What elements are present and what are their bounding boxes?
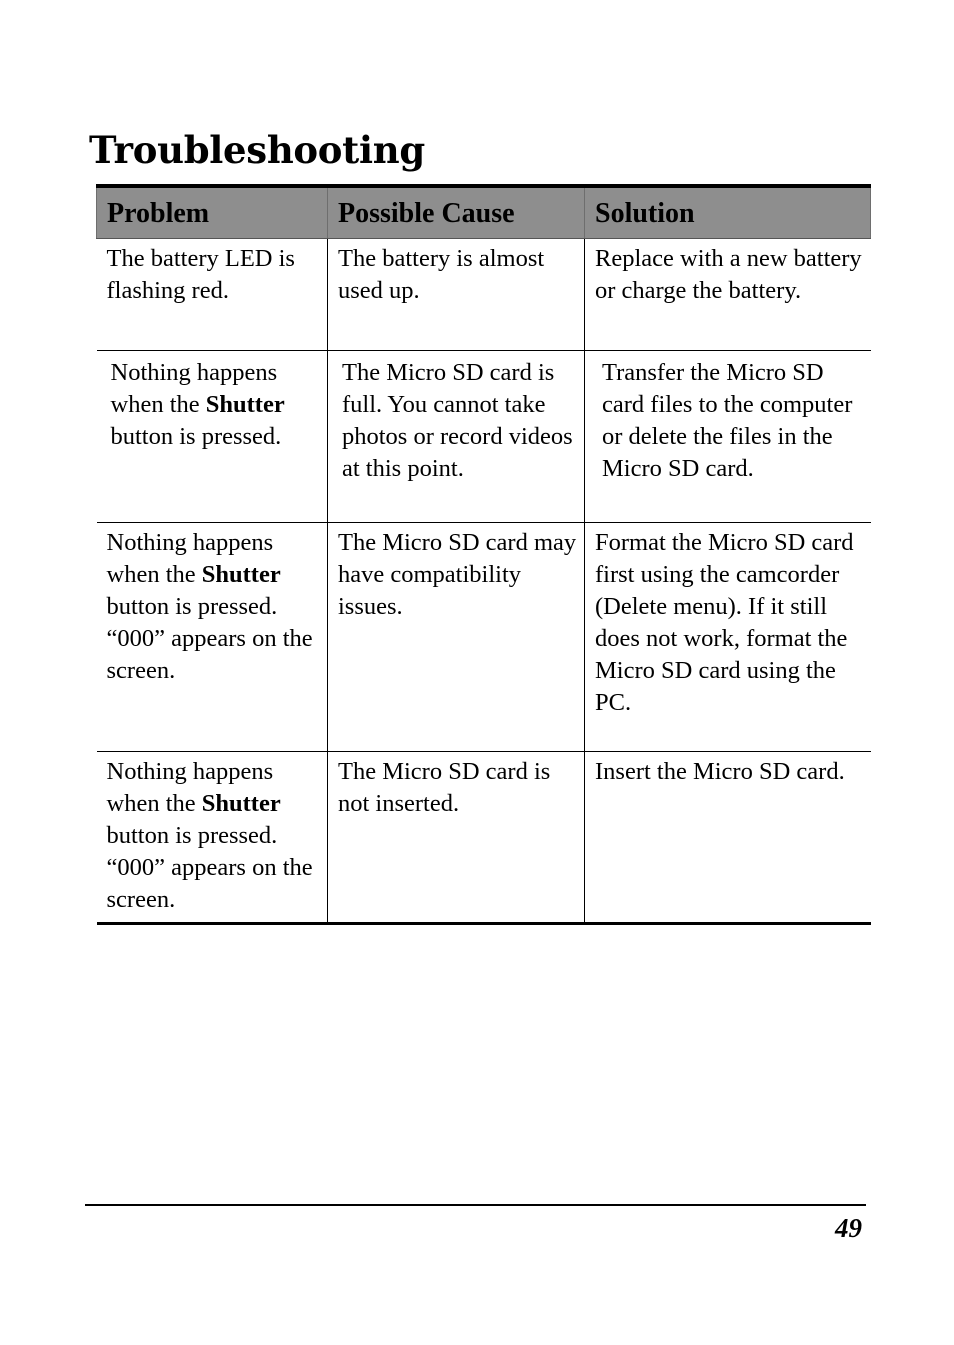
cause-cell bbox=[328, 523, 585, 752]
problem-text-post: button is pressed. bbox=[110, 423, 282, 450]
solution-cell bbox=[585, 523, 871, 752]
troubleshooting-table bbox=[96, 184, 871, 925]
table-row bbox=[97, 523, 871, 752]
problem-cell bbox=[97, 752, 328, 924]
shutter-button-name: Shutter bbox=[201, 790, 281, 817]
footer-divider bbox=[85, 1204, 866, 1206]
problem-text-pre: Nothing happens when the bbox=[106, 529, 274, 588]
page-title: Troubleshooting bbox=[89, 128, 425, 172]
problem-cell bbox=[97, 239, 328, 351]
problem-text-post: button is pressed. “000” appears on the screen. bbox=[106, 822, 313, 913]
solution-text: Insert the Micro SD card. bbox=[595, 758, 845, 785]
table-row bbox=[97, 239, 871, 351]
solution-text: Replace with a new battery or charge the battery. bbox=[595, 245, 862, 304]
table-row bbox=[97, 752, 871, 924]
cause-text: The Micro SD card may have compatibility issues. bbox=[338, 529, 577, 620]
problem-text: The battery LED is flashing red. bbox=[106, 245, 295, 304]
problem-cell bbox=[97, 523, 328, 752]
cause-cell bbox=[328, 239, 585, 351]
solution-cell bbox=[585, 752, 871, 924]
table-header-row bbox=[97, 186, 871, 239]
cause-cell bbox=[328, 351, 585, 523]
header-possible-cause: Possible Cause bbox=[328, 186, 585, 239]
table-row bbox=[97, 351, 871, 523]
cause-text: The Micro SD card is not inserted. bbox=[338, 758, 551, 817]
page-number: 49 bbox=[835, 1213, 862, 1243]
problem-text-post: button is pressed. “000” appears on the screen. bbox=[106, 593, 313, 684]
solution-text: Format the Micro SD card first using the camcorder (Delete menu). If it still does not work, format the Micro SD card using the PC. bbox=[595, 529, 854, 716]
problem-cell bbox=[97, 351, 328, 523]
problem-text-pre: Nothing happens when the bbox=[110, 359, 278, 418]
solution-cell bbox=[585, 239, 871, 351]
cause-cell bbox=[328, 752, 585, 924]
header-problem: Problem bbox=[97, 186, 328, 239]
problem-text-pre: Nothing happens when the bbox=[106, 758, 274, 817]
cause-text: The battery is almost used up. bbox=[338, 245, 545, 304]
shutter-button-name: Shutter bbox=[201, 561, 281, 588]
solution-cell bbox=[585, 351, 871, 523]
shutter-button-name: Shutter bbox=[205, 391, 285, 418]
cause-text: The Micro SD card is full. You cannot take photos or record videos at this point. bbox=[342, 359, 573, 482]
solution-text: Transfer the Micro SD card files to the computer or delete the files in the Micro SD card. bbox=[602, 359, 853, 482]
header-solution: Solution bbox=[585, 186, 871, 239]
